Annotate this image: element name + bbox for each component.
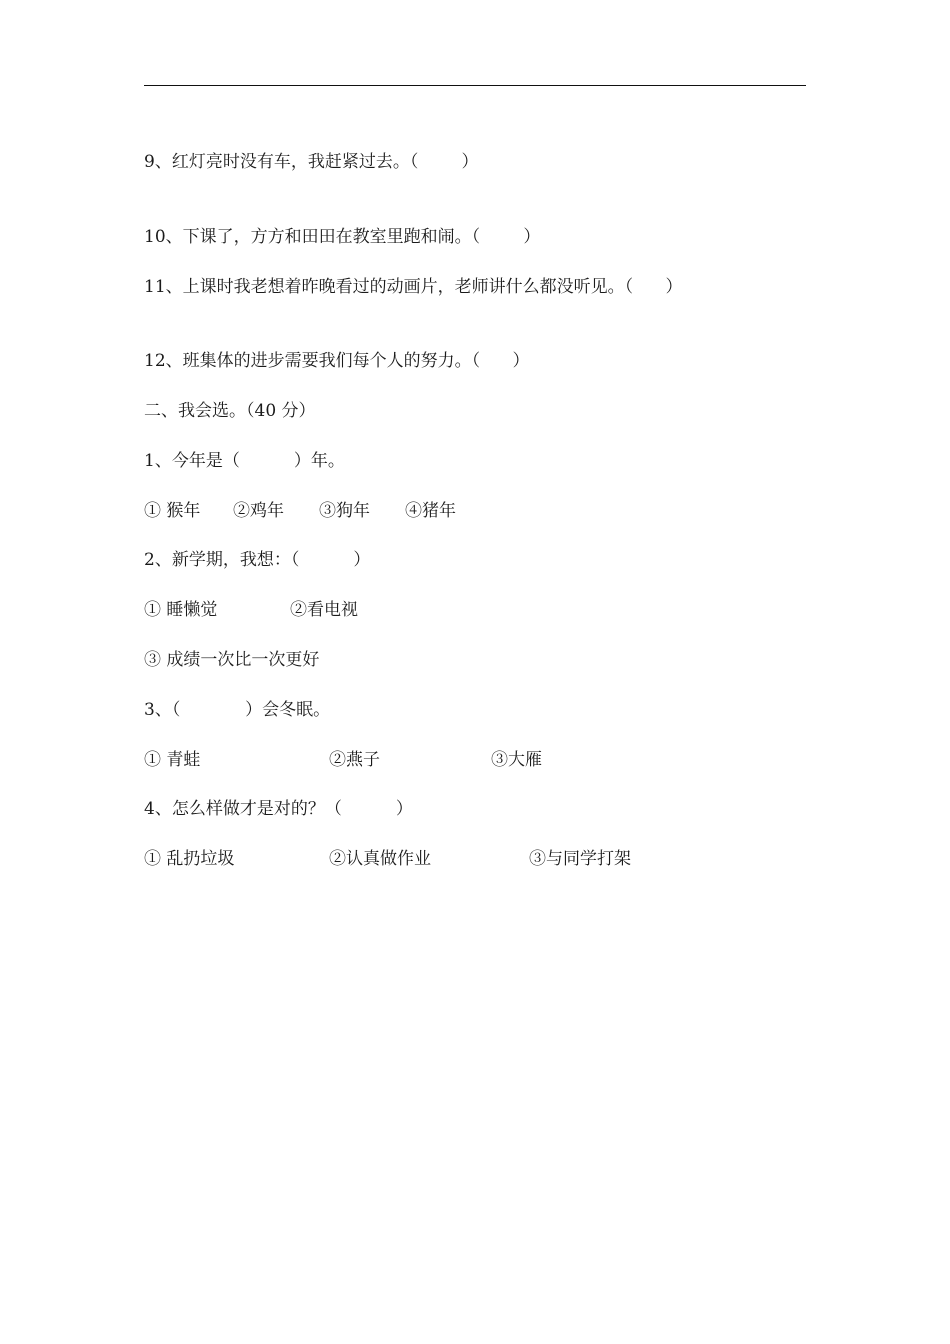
- q1-option-4: ④猪年: [405, 501, 456, 521]
- q1-option-3: ③狗年: [319, 501, 370, 521]
- q3-option-2: ②燕子: [329, 750, 380, 770]
- q2-option-1: ① 睡懒觉: [144, 600, 218, 620]
- question-4: 4、怎么样做才是对的？（ ）: [144, 799, 413, 819]
- statement-11: 11、上课时我老想着昨晚看过的动画片，老师讲什么都没听见。（ ）: [144, 277, 683, 297]
- q2-option-3: ③ 成绩一次比一次更好: [144, 650, 320, 670]
- header-rule: [144, 85, 806, 86]
- q3-option-3: ③大雁: [491, 750, 542, 770]
- q1-option-2: ②鸡年: [233, 501, 284, 521]
- question-3: 3、（ ）会冬眠。: [144, 700, 331, 720]
- q4-option-2: ②认真做作业: [329, 849, 431, 869]
- q3-option-1: ① 青蛙: [144, 750, 201, 770]
- q2-option-2: ②看电视: [290, 600, 358, 620]
- section-2-title: 二、我会选。（40 分）: [144, 401, 316, 421]
- q1-option-1: ① 猴年: [144, 501, 201, 521]
- q4-option-1: ① 乱扔垃圾: [144, 849, 235, 869]
- statement-12: 12、班集体的进步需要我们每个人的努力。（ ）: [144, 351, 530, 371]
- q4-option-3: ③与同学打架: [529, 849, 631, 869]
- statement-9: 9、红灯亮时没有车，我赶紧过去。（ ）: [144, 152, 479, 172]
- statement-10: 10、下课了，方方和田田在教室里跑和闹。（ ）: [144, 227, 541, 247]
- question-1: 1、今年是（ ）年。: [144, 451, 345, 471]
- question-2: 2、新学期，我想：（ ）: [144, 550, 371, 570]
